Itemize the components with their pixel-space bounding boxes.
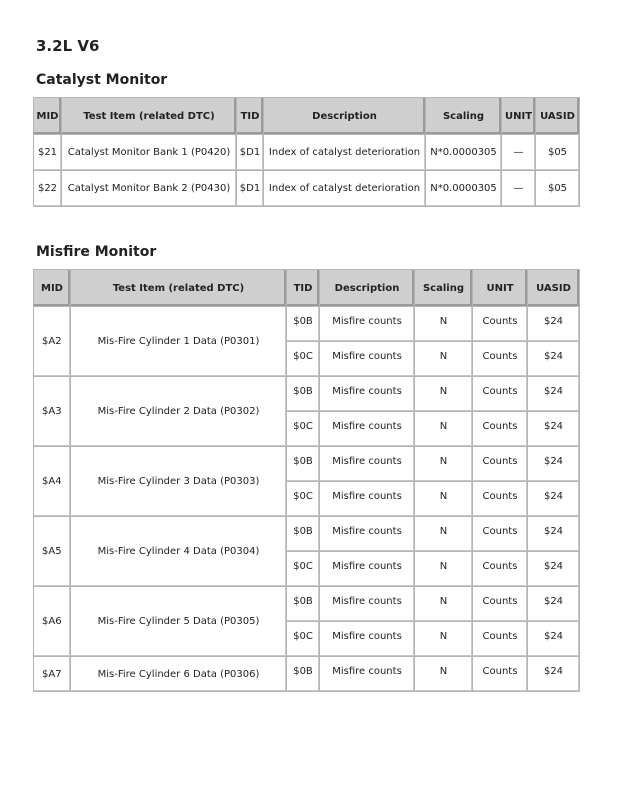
cell-test-item: Mis-Fire Cylinder 1 Data (P0301) [71,307,287,377]
cell-scaling: N*0.0000305 [426,135,502,171]
cell-test-item: Mis-Fire Cylinder 5 Data (P0305) [71,587,287,657]
cell-unit: Counts [473,517,528,552]
cell-unit: Counts [473,307,528,342]
cell-scaling: N [415,482,473,517]
cell-tid: $D1 [237,171,264,207]
cell-scaling: N [415,377,473,412]
cell-test-item: Mis-Fire Cylinder 2 Data (P0302) [71,377,287,447]
cell-uasid: $05 [536,135,580,171]
cell-uasid: $24 [528,552,580,587]
cell-test-item: Mis-Fire Cylinder 3 Data (P0303) [71,447,287,517]
cell-tid: $0B [287,657,320,692]
cell-uasid: $24 [528,657,580,692]
cell-unit: Counts [473,657,528,692]
cell-unit: Counts [473,622,528,657]
cell-unit: Counts [473,447,528,482]
column-header-test-item: Test Item (related DTC) [62,98,237,135]
cell-description: Index of catalyst deterioration [264,171,426,207]
table-header-row [34,98,580,135]
cell-test-item: Mis-Fire Cylinder 6 Data (P0306) [71,657,287,692]
cell-tid: $0B [287,307,320,342]
catalyst-monitor-heading: Catalyst Monitor [36,72,168,88]
cell-scaling: N [415,622,473,657]
cell-uasid: $24 [528,517,580,552]
cell-tid: $0C [287,552,320,587]
cell-mid: $22 [34,171,62,207]
cell-tid: $0B [287,377,320,412]
column-header-unit: UNIT [502,98,536,135]
cell-unit: — [502,135,536,171]
cell-mid: $A5 [34,517,71,587]
column-header-description: Description [264,98,426,135]
cell-description: Index of catalyst deterioration [264,135,426,171]
cell-description: Misfire counts [320,622,415,657]
cell-scaling: N [415,447,473,482]
cell-unit: Counts [473,377,528,412]
cell-unit: Counts [473,587,528,622]
table-row [34,447,580,482]
column-header-mid: MID [34,98,62,135]
cell-uasid: $24 [528,482,580,517]
table-header-row [34,270,580,307]
cell-description: Misfire counts [320,517,415,552]
cell-tid: $0B [287,517,320,552]
cell-uasid: $24 [528,377,580,412]
cell-description: Misfire counts [320,482,415,517]
misfire-monitor-heading: Misfire Monitor [36,244,157,260]
cell-tid: $0B [287,447,320,482]
cell-description: Misfire counts [320,307,415,342]
column-header-unit: UNIT [473,270,528,307]
cell-unit: Counts [473,412,528,447]
cell-tid: $0C [287,482,320,517]
cell-tid: $0B [287,587,320,622]
column-header-uasid: UASID [536,98,580,135]
cell-tid: $0C [287,342,320,377]
cell-mid: $A7 [34,657,71,692]
table-row [34,657,580,692]
table-row [34,171,580,207]
table-row [34,377,580,412]
cell-scaling: N [415,412,473,447]
cell-unit: Counts [473,342,528,377]
page-title: 3.2L V6 [36,37,100,55]
column-header-mid: MID [34,270,71,307]
cell-description: Misfire counts [320,447,415,482]
catalyst-monitor-table [33,97,580,207]
cell-scaling: N [415,517,473,552]
cell-uasid: $05 [536,171,580,207]
cell-uasid: $24 [528,622,580,657]
cell-uasid: $24 [528,342,580,377]
cell-description: Misfire counts [320,377,415,412]
column-header-scaling: Scaling [415,270,473,307]
cell-uasid: $24 [528,587,580,622]
cell-tid: $0C [287,622,320,657]
cell-mid: $A2 [34,307,71,377]
cell-scaling: N [415,657,473,692]
table-row [34,307,580,342]
cell-scaling: N [415,342,473,377]
cell-scaling: N [415,587,473,622]
table-row [34,517,580,552]
cell-mid: $21 [34,135,62,171]
column-header-tid: TID [287,270,320,307]
cell-mid: $A3 [34,377,71,447]
cell-scaling: N [415,552,473,587]
cell-tid: $D1 [237,135,264,171]
cell-uasid: $24 [528,307,580,342]
cell-scaling: N*0.0000305 [426,171,502,207]
misfire-monitor-table [33,269,580,692]
column-header-test-item: Test Item (related DTC) [71,270,287,307]
cell-description: Misfire counts [320,412,415,447]
column-header-scaling: Scaling [426,98,502,135]
cell-tid: $0C [287,412,320,447]
cell-description: Misfire counts [320,552,415,587]
table-row [34,135,580,171]
cell-mid: $A4 [34,447,71,517]
cell-uasid: $24 [528,412,580,447]
cell-description: Misfire counts [320,587,415,622]
cell-unit: Counts [473,552,528,587]
cell-test-item: Catalyst Monitor Bank 2 (P0430) [62,171,237,207]
cell-scaling: N [415,307,473,342]
cell-test-item: Mis-Fire Cylinder 4 Data (P0304) [71,517,287,587]
cell-unit: Counts [473,482,528,517]
cell-uasid: $24 [528,447,580,482]
cell-test-item: Catalyst Monitor Bank 1 (P0420) [62,135,237,171]
cell-mid: $A6 [34,587,71,657]
table-row [34,587,580,622]
column-header-uasid: UASID [528,270,580,307]
column-header-tid: TID [237,98,264,135]
cell-description: Misfire counts [320,657,415,692]
cell-description: Misfire counts [320,342,415,377]
column-header-description: Description [320,270,415,307]
cell-unit: — [502,171,536,207]
